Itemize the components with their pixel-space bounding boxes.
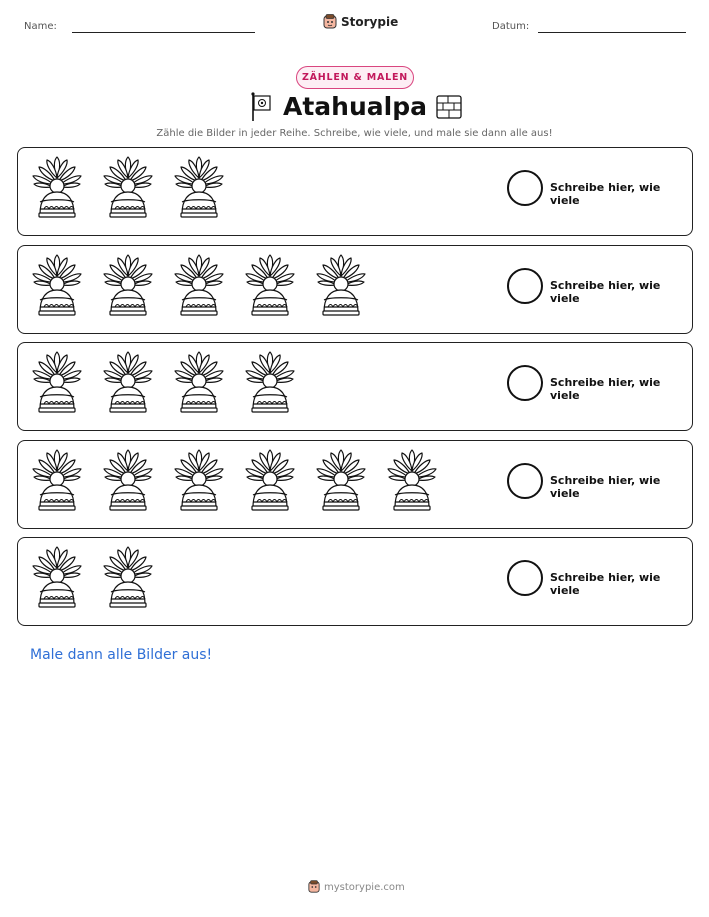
answer-circle[interactable] [507,268,543,304]
counting-row [17,537,693,626]
answer-circle[interactable] [507,560,543,596]
answer-label: Schreibe hier, wie viele [550,571,661,597]
feather-crown-icon [172,447,226,513]
feather-crown-icon [30,544,84,610]
color-prompt: Male dann alle Bilder aus! [30,647,213,663]
instructions: Zähle die Bilder in jeder Reihe. Schreibe, wie viele, und male sie dann alle aus! [156,128,553,139]
category-badge: ZÄHLEN & MALEN [296,66,414,89]
name-line[interactable] [72,32,255,33]
feather-crown-icon [101,252,155,318]
feather-crown-icon [101,349,155,415]
feather-crown-icon [101,544,155,610]
counting-row [17,342,693,431]
counting-row [17,440,693,529]
answer-label: Schreibe hier, wie viele [550,278,661,305]
footer-brand [308,880,405,894]
feather-crown-icon [243,252,297,318]
answer-circle[interactable] [507,170,543,206]
answer-label: Schreibe hier, wie viele [550,473,661,500]
answer-circle[interactable] [507,463,543,499]
feather-crown-icon [101,154,155,220]
counting-row [17,245,693,334]
crown-group [30,154,226,220]
counting-row [17,147,693,236]
stone-wall-icon [436,94,462,120]
crown-group [30,544,155,610]
answer-circle[interactable] [507,365,543,401]
feather-crown-icon [30,349,84,415]
answer-label: Schreibe hier, wie viele [550,376,661,402]
feather-crown-icon [30,447,84,513]
answer-label: Schreibe hier, wie viele [550,181,661,207]
date-label: Datum: [492,21,530,32]
feather-crown-icon [172,252,226,318]
crown-group [30,252,368,318]
storypie-mascot-icon [308,880,320,894]
storypie-logo [323,14,398,30]
feather-crown-icon [172,154,226,220]
date-line[interactable] [538,32,686,33]
feather-crown-icon [101,447,155,513]
feather-crown-icon [30,154,84,220]
feather-crown-icon [314,447,368,513]
feather-crown-icon [385,447,439,513]
feather-crown-icon [314,252,368,318]
storypie-mascot-icon [323,14,337,30]
page-title: Atahualpa [283,92,427,121]
footer-site: mystorypie.com [324,881,405,893]
feather-crown-icon [172,349,226,415]
flag-icon [250,92,272,122]
feather-crown-icon [30,252,84,318]
feather-crown-icon [243,349,297,415]
feather-crown-icon [243,447,297,513]
name-label: Name: [24,21,57,32]
brand-name: Storypie [341,15,399,29]
crown-group [30,447,439,513]
crown-group [30,349,297,415]
